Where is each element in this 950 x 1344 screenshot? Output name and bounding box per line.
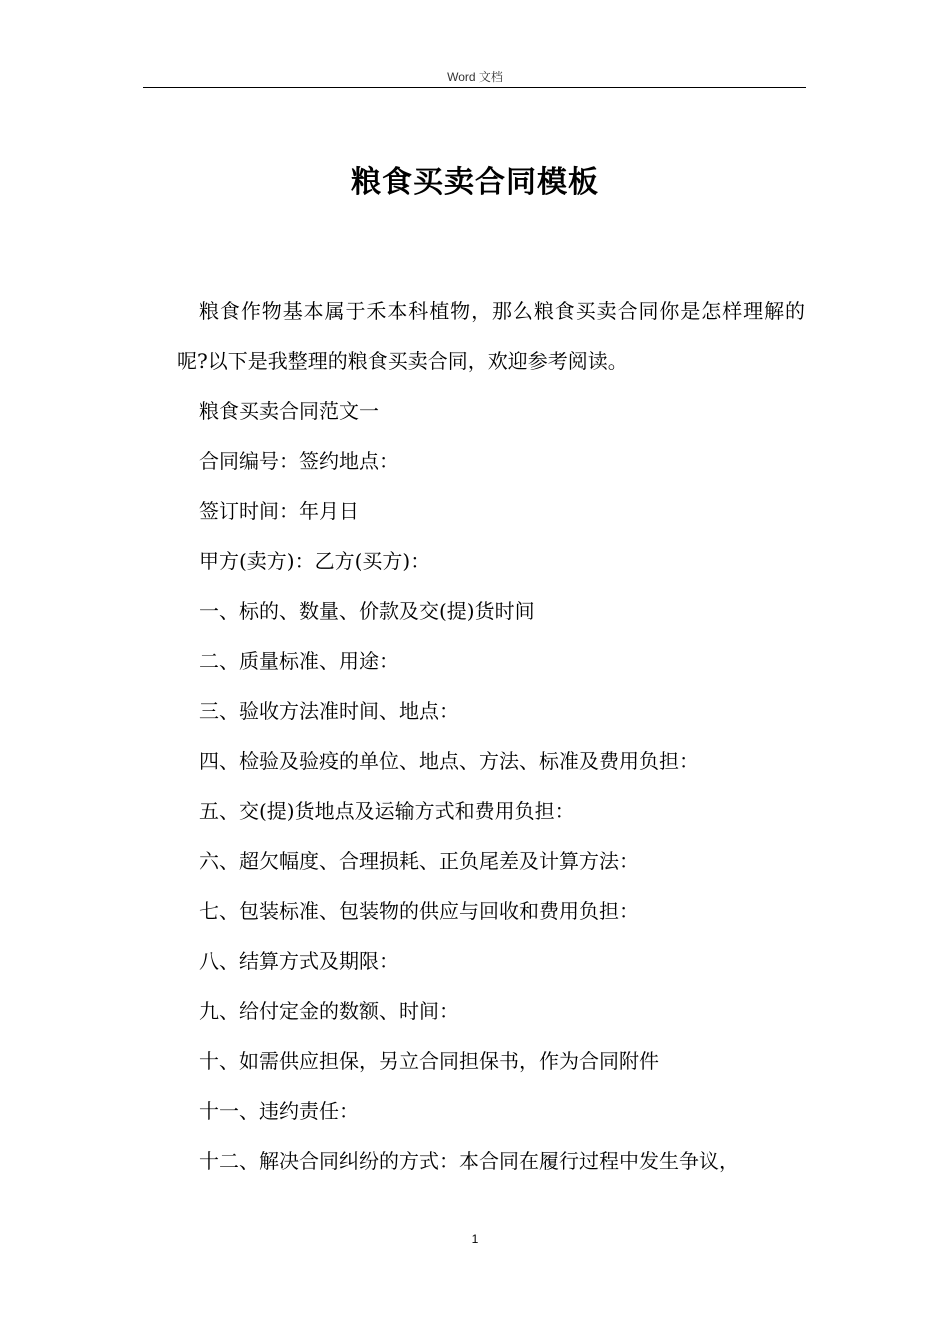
contract-field: 合同编号：签约地点： bbox=[199, 449, 399, 473]
section-heading: 粮食买卖合同范文一 bbox=[199, 399, 379, 423]
document-title: 粮食买卖合同模板 bbox=[351, 165, 599, 200]
contract-clause: 六、超欠幅度、合理损耗、正负尾差及计算方法： bbox=[199, 849, 639, 873]
contract-clause: 四、检验及验疫的单位、地点、方法、标准及费用负担： bbox=[199, 749, 699, 773]
intro-paragraph: 粮食作物基本属于禾本科植物，那么粮食买卖合同你是怎样理解的呢?以下是我整理的粮食买卖合同，欢迎参考阅读。 bbox=[177, 299, 805, 373]
document-body bbox=[177, 286, 805, 1186]
contract-clause: 十一、违约责任： bbox=[199, 1099, 359, 1123]
header-divider bbox=[143, 87, 806, 88]
contract-clause: 五、交(提)货地点及运输方式和费用负担： bbox=[199, 799, 575, 823]
contract-clause: 一、标的、数量、价款及交(提)货时间 bbox=[199, 599, 535, 623]
contract-clause: 七、包装标准、包装物的供应与回收和费用负担： bbox=[199, 899, 639, 923]
contract-clause: 八、结算方式及期限： bbox=[199, 949, 399, 973]
page-number: 1 bbox=[471, 1232, 479, 1246]
contract-clause: 十、如需供应担保，另立合同担保书，作为合同附件 bbox=[199, 1049, 659, 1073]
contract-clause: 三、验收方法准时间、地点： bbox=[199, 699, 459, 723]
contract-clause: 九、给付定金的数额、时间： bbox=[199, 999, 459, 1023]
contract-field: 签订时间：年月日 bbox=[199, 499, 359, 523]
contract-field: 甲方(卖方)：乙方(买方)： bbox=[199, 549, 431, 573]
contract-clause: 二、质量标准、用途： bbox=[199, 649, 399, 673]
contract-clause: 十二、解决合同纠纷的方式：本合同在履行过程中发生争议， bbox=[199, 1149, 739, 1173]
page-header: Word 文档 bbox=[447, 70, 503, 84]
